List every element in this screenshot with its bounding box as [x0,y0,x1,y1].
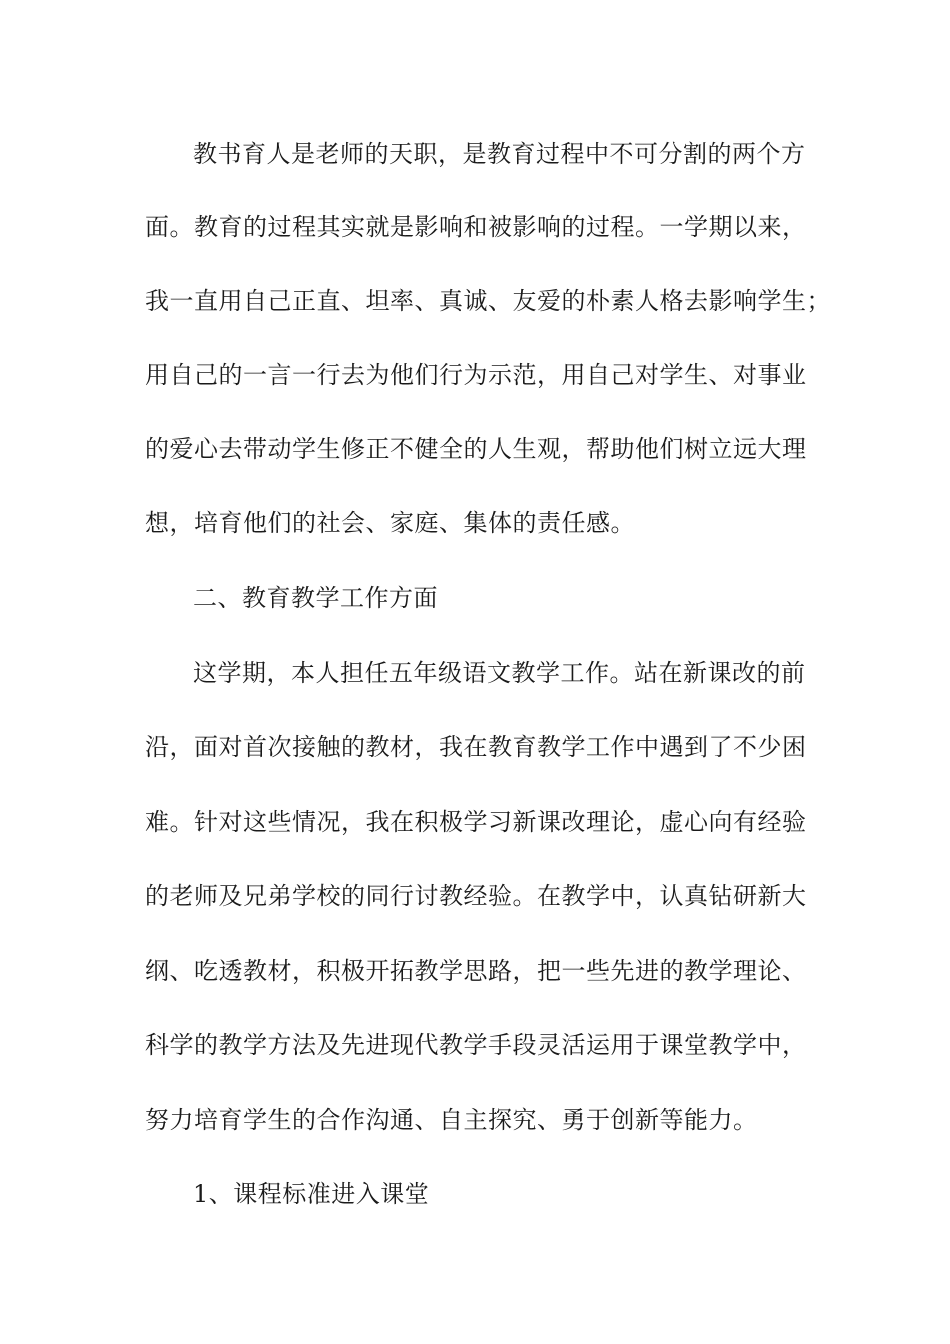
paragraph-line: 用自己的一言一行去为他们行为示范，用自己对学生、对事业 [145,361,807,389]
paragraph-line: 难。针对这些情况，我在积极学习新课改理论，虚心向有经验 [145,808,807,836]
paragraph-line: 的爱心去带动学生修正不健全的人生观，帮助他们树立远大理 [145,435,807,463]
paragraph-line: 教书育人是老师的天职，是教育过程中不可分割的两个方 [193,140,806,168]
paragraph-line: 努力培育学生的合作沟通、自主探究、勇于创新等能力。 [145,1106,758,1134]
subsection-heading: 1、课程标准进入课堂 [193,1180,430,1208]
paragraph-line: 我一直用自己正直、坦率、真诚、友爱的朴素人格去影响学生； [145,287,831,315]
paragraph-line: 这学期，本人担任五年级语文教学工作。站在新课改的前 [193,659,806,687]
paragraph-line: 想，培育他们的社会、家庭、集体的责任感。 [145,509,635,537]
section-heading: 二、教育教学工作方面 [193,584,438,612]
paragraph-line: 面。教育的过程其实就是影响和被影响的过程。一学期以来， [145,213,807,241]
paragraph-line: 科学的教学方法及先进现代教学手段灵活运用于课堂教学中， [145,1031,807,1059]
paragraph-line: 的老师及兄弟学校的同行讨教经验。在教学中，认真钻研新大 [145,882,807,910]
paragraph-line: 沿，面对首次接触的教材，我在教育教学工作中遇到了不少困 [145,733,807,761]
paragraph-line: 纲、吃透教材，积极开拓教学思路，把一些先进的教学理论、 [145,957,807,985]
